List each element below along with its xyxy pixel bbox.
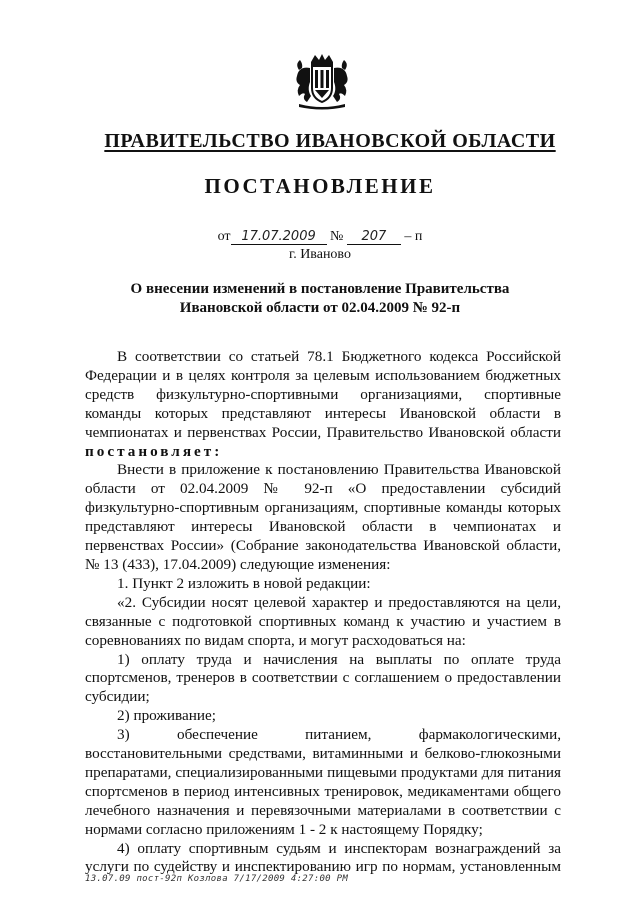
list-item-3: 3) обеспечение питанием, фармакологическими, восстановительными средствами, витаминными и белково-глюкозными препаратами, специализированными пищевыми продуктами для питания спортсменов в период интенсивных тренировок, медикаментами общего лечебного назначения и перевязочными материалами в соответствии с нормами согласно приложениям 1 - 2 к настоящему Порядку;: [85, 726, 561, 838]
document-body: [85, 348, 561, 877]
decree-word: постановляет:: [85, 442, 223, 460]
document-type-heading: ПОСТАНОВЛЕНИЕ: [204, 174, 436, 198]
amendment-intro-paragraph: Внести в приложение к постановлению Правительства Ивановской области от 02.04.2009 № 92-п «О предоставлении субсидий физкультурно-спортивным организациям, спортивные команды которых представляют интересы Ивановской области в чемпионатах и первенствах России» (Собрание законодательства Ивановской области, № 13 (433), 17.04.2009) следующие изменения:: [85, 461, 561, 573]
date-number-line: [0, 229, 640, 245]
point-1-paragraph: 1. Пункт 2 изложить в новой редакции:: [117, 574, 371, 592]
subject-line-2: Ивановской области от 02.04.2009 № 92-п: [179, 300, 461, 316]
quoted-point-2-paragraph: «2. Субсидии носят целевой характер и предоставляются на цели, связанные с подготовкой спортивных команд к участию и участием в соревнованиях по видам спорта, и могут расходоваться на:: [85, 593, 561, 649]
government-title: ПРАВИТЕЛЬСТВО ИВАНОВСКОЙ ОБЛАСТИ: [104, 130, 556, 152]
handwritten-number: 207: [347, 230, 401, 245]
date-prefix: от: [217, 229, 231, 244]
list-item-4: 4) оплату спортивным судьям и инспекторам вознаграждений за услуги по судейству и инспектированию игр по нормам, установленным: [85, 839, 561, 876]
subject-line-1: О внесении изменений в постановление Правительства: [130, 281, 510, 297]
list-item-2: 2) проживание;: [117, 707, 216, 725]
number-prefix: №: [330, 229, 344, 244]
ivanovo-coat-of-arms-icon: [291, 52, 353, 110]
list-item-1: 1) оплату труда и начисления на выплаты по оплате труда спортсменов, тренеров в соответствии с соглашением о предоставлении субсидии;: [85, 650, 561, 706]
footer-filestamp: 13.07.09 пост-92п Козлова 7/17/2009 4:27:00 PM: [85, 874, 349, 884]
preamble-paragraph: В соответствии со статьей 78.1 Бюджетного кодекса Российской Федерации и в целях контроля за целевым использованием бюджетных средств физкультурно-спортивными организациями, спортивные команды которых представляют интересы Ивановской области в чемпионатах и первенствах России, Правительство Ивановской области: [85, 348, 561, 441]
decree-word-paragraph: [85, 443, 561, 462]
city-line: г. Иваново: [289, 247, 351, 262]
number-suffix: – п: [404, 229, 423, 244]
handwritten-date: 17.07.2009: [231, 230, 327, 245]
document-subject: [0, 280, 640, 318]
